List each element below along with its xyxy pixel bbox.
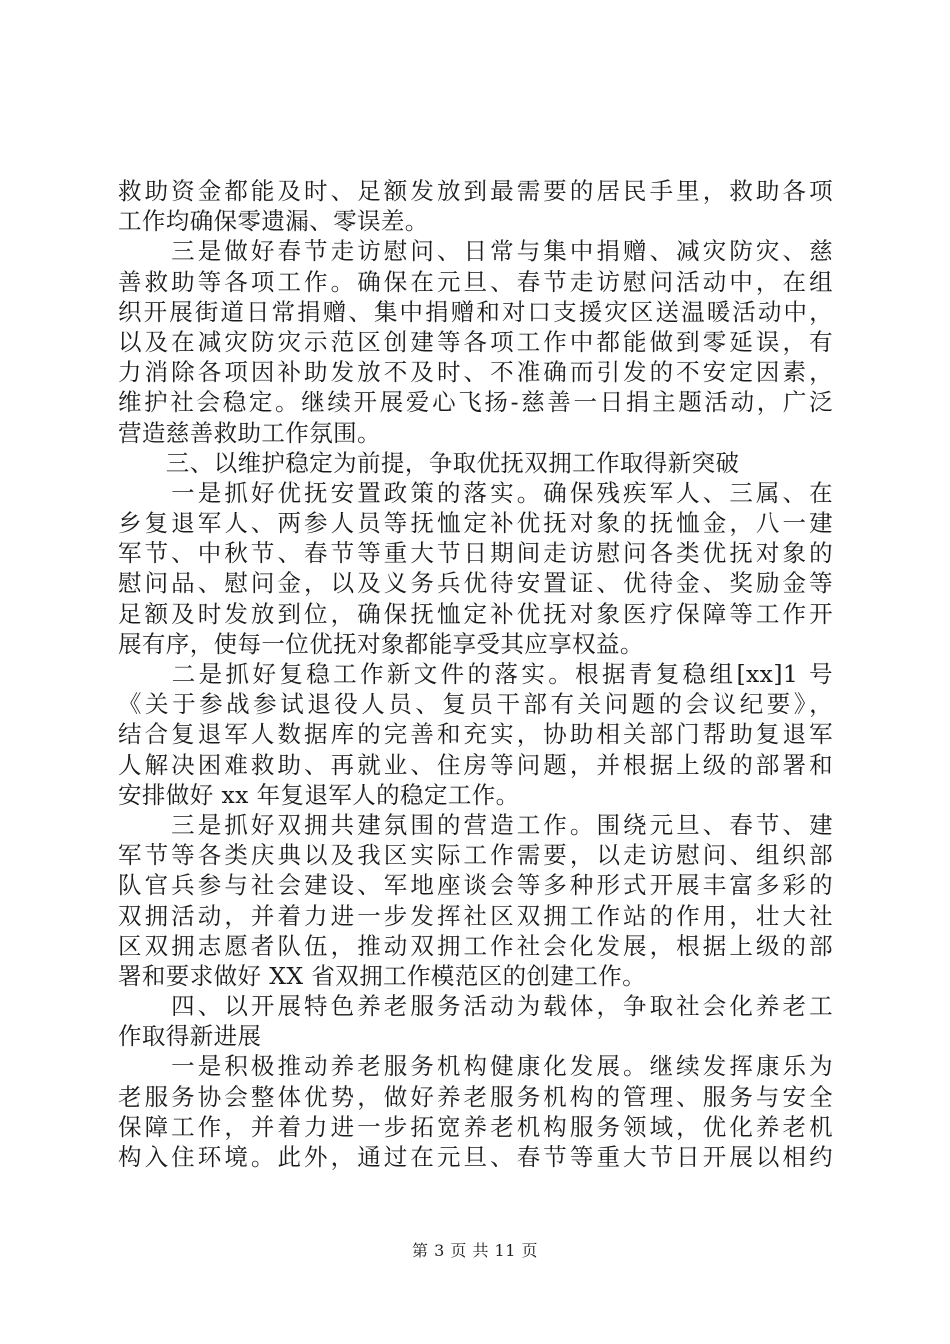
text-line: 救助资金都能及时、足额发放到最需要的居民手里，救助各项 [118,177,833,205]
text-line: 队官兵参与社会建设、军地座谈会等多种形式开展丰富多彩的 [118,871,833,900]
section-heading: 三、以维护稳定为前提，争取优抚双拥工作取得新突破 [118,448,740,477]
document-body [118,176,833,1172]
text-line: 老服务协会整体优势，做好养老服务机构的管理、服务与安全 [118,1082,833,1111]
text-line: 以及在减灾防灾示范区创建等各项工作中都能做到零延误，有 [118,327,833,356]
text-line: 一是抓好优抚安置政策的落实。确保残疾军人、三属、在 [118,478,833,507]
text-line: 双拥活动，并着力进一步发挥社区双拥工作站的作用，壮大社 [118,901,833,930]
text-line: 署和要求做好 XX 省双拥工作模范区的创建工作。 [118,961,646,990]
text-line: 三是抓好双拥共建氛围的营造工作。围绕元旦、春节、建 [118,810,833,839]
text-line: 区双拥志愿者队伍，推动双拥工作社会化发展，根据上级的部 [118,931,833,960]
text-line: 构入住环境。此外，通过在元旦、春节等重大节日开展以相约 [118,1143,833,1171]
text-line: 展有序，使每一位优抚对象都能享受其应享权益。 [118,629,644,658]
section-heading: 四、以开展特色养老服务活动为载体，争取社会化养老工 [118,992,833,1021]
text-line: 安排做好 xx 年复退军人的稳定工作。 [118,780,520,809]
text-line: 《关于参战参试退役人员、复员干部有关问题的会议纪要》， [118,690,833,719]
text-line: 军节等各类庆典以及我区实际工作需要，以走访慰问、组织部 [118,841,833,870]
text-line: 善救助等各项工作。确保在元旦、春节走访慰问活动中，在组 [118,267,833,296]
text-line: 三是做好春节走访慰问、日常与集中捐赠、减灾防灾、慈 [118,237,833,266]
text-line: 营造慈善救助工作氛围。 [118,418,381,447]
text-line: 结合复退军人数据库的完善和充实，协助相关部门帮助复退军 [118,720,833,749]
text-line: 织开展街道日常捐赠、集中捐赠和对口支援灾区送温暖活动中， [118,297,833,326]
text-line: 一是积极推动养老服务机构健康化发展。继续发挥康乐为 [118,1052,833,1081]
text-line: 足额及时发放到位，确保抚恤定补优抚对象医疗保障等工作开 [118,599,833,628]
text-line: 二是抓好复稳工作新文件的落实。根据青复稳组[xx]1 号 [118,660,833,688]
text-line: 军节、中秋节、春节等重大节日期间走访慰问各类优抚对象的 [118,539,833,568]
text-line: 工作均确保零遗漏、零误差。 [118,207,429,236]
text-line: 力消除各项因补助发放不及时、不准确而引发的不安定因素， [118,358,833,387]
page-footer: 第 3 页 共 11 页 [412,1241,538,1260]
section-heading: 作取得新进展 [118,1022,262,1051]
text-line: 维护社会稳定。继续开展爱心飞扬-慈善一日捐主题活动，广泛 [118,388,833,417]
text-line: 慰问品、慰问金，以及义务兵优待安置证、优待金、奖励金等 [118,569,833,598]
text-line: 乡复退军人、两参人员等抚恤定补优抚对象的抚恤金，八一建 [118,509,833,538]
text-line: 保障工作，并着力进一步拓宽养老机构服务领域，优化养老机 [118,1112,833,1141]
text-line: 人解决困难救助、再就业、住房等问题，并根据上级的部署和 [118,750,833,779]
